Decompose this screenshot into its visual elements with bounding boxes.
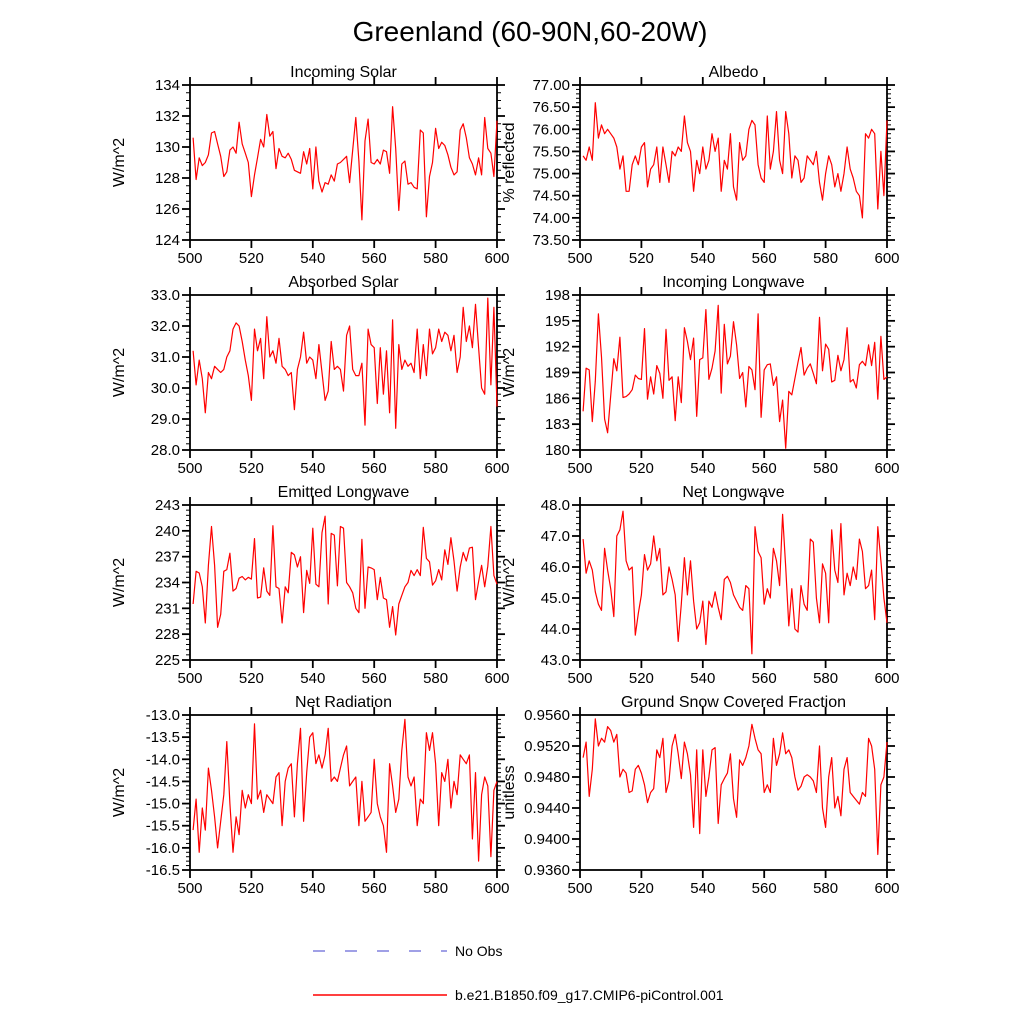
svg-text:74.00: 74.00 xyxy=(532,209,570,227)
ground-snow-covered-fraction-chart xyxy=(490,690,910,905)
svg-text:189: 189 xyxy=(544,364,570,382)
svg-text:Incoming Solar: Incoming Solar xyxy=(290,64,397,81)
svg-text:30.0: 30.0 xyxy=(150,380,180,397)
svg-text:-15.5: -15.5 xyxy=(145,817,180,835)
svg-text:195: 195 xyxy=(544,312,570,330)
svg-text:W/m^2: W/m^2 xyxy=(111,557,128,608)
svg-text:28.0: 28.0 xyxy=(150,442,180,459)
svg-text:W/m^2: W/m^2 xyxy=(111,767,128,818)
svg-text:0.9480: 0.9480 xyxy=(524,769,570,786)
svg-text:74.50: 74.50 xyxy=(532,187,570,205)
svg-text:33.0: 33.0 xyxy=(150,287,180,304)
svg-text:0.9400: 0.9400 xyxy=(524,831,570,848)
svg-text:560: 560 xyxy=(361,250,387,267)
svg-text:192: 192 xyxy=(544,338,570,356)
svg-text:540: 540 xyxy=(690,460,716,477)
incoming-longwave-chart xyxy=(490,270,910,485)
svg-text:560: 560 xyxy=(751,250,777,267)
svg-text:560: 560 xyxy=(751,670,777,687)
svg-text:0.9560: 0.9560 xyxy=(524,707,570,724)
panel-net-longwave xyxy=(490,480,910,695)
absorbed-solar-chart xyxy=(100,270,520,485)
svg-text:520: 520 xyxy=(628,670,654,687)
svg-text:73.50: 73.50 xyxy=(532,232,570,249)
svg-text:Albedo: Albedo xyxy=(708,64,759,81)
svg-text:Net Radiation: Net Radiation xyxy=(295,694,392,711)
svg-text:-14.5: -14.5 xyxy=(145,773,180,791)
svg-text:231: 231 xyxy=(154,600,180,618)
svg-text:540: 540 xyxy=(300,250,326,267)
svg-text:240: 240 xyxy=(154,522,180,540)
svg-text:% reflected: % reflected xyxy=(501,122,518,203)
panel-albedo xyxy=(490,60,910,275)
svg-text:-13.0: -13.0 xyxy=(145,707,180,724)
svg-text:580: 580 xyxy=(813,880,839,897)
svg-text:560: 560 xyxy=(361,460,387,477)
svg-text:unitless: unitless xyxy=(501,765,518,820)
svg-text:-15.0: -15.0 xyxy=(145,795,180,813)
svg-text:520: 520 xyxy=(628,880,654,897)
svg-text:600: 600 xyxy=(484,460,510,477)
svg-text:48.0: 48.0 xyxy=(540,497,570,514)
svg-text:500: 500 xyxy=(567,250,593,267)
svg-text:32.0: 32.0 xyxy=(150,318,180,335)
svg-text:540: 540 xyxy=(300,460,326,477)
legend-label-model-run: b.e21.B1850.f09_g17.CMIP6-piControl.001 xyxy=(455,987,724,1003)
svg-text:-14.0: -14.0 xyxy=(145,751,180,769)
svg-text:76.50: 76.50 xyxy=(532,99,570,117)
svg-text:234: 234 xyxy=(154,574,180,592)
svg-text:75.00: 75.00 xyxy=(532,165,570,183)
svg-text:600: 600 xyxy=(484,250,510,267)
svg-text:500: 500 xyxy=(177,250,203,267)
svg-text:500: 500 xyxy=(177,880,203,897)
page-title: Greenland (60-90N,60-20W) xyxy=(352,16,708,47)
svg-text:46.0: 46.0 xyxy=(540,559,570,576)
svg-text:-13.5: -13.5 xyxy=(145,729,180,747)
svg-text:600: 600 xyxy=(484,670,510,687)
svg-text:243: 243 xyxy=(154,497,180,514)
svg-text:180: 180 xyxy=(544,442,570,459)
no-obs-line-swatch xyxy=(312,943,448,959)
svg-text:600: 600 xyxy=(874,460,900,477)
svg-text:0.9520: 0.9520 xyxy=(524,738,570,755)
legend-item-model-run xyxy=(312,987,724,1003)
svg-text:580: 580 xyxy=(423,250,449,267)
net-longwave-chart xyxy=(490,480,910,695)
svg-text:540: 540 xyxy=(300,670,326,687)
svg-text:183: 183 xyxy=(544,416,570,434)
svg-text:47.0: 47.0 xyxy=(540,528,570,545)
panel-incoming-solar xyxy=(100,60,520,275)
svg-text:580: 580 xyxy=(813,460,839,477)
svg-text:Ground Snow Covered Fraction: Ground Snow Covered Fraction xyxy=(621,694,846,711)
svg-text:520: 520 xyxy=(238,670,264,687)
svg-text:500: 500 xyxy=(177,460,203,477)
albedo-chart xyxy=(490,60,910,275)
svg-text:600: 600 xyxy=(484,880,510,897)
svg-text:580: 580 xyxy=(423,670,449,687)
svg-text:43.0: 43.0 xyxy=(540,652,570,669)
svg-text:75.50: 75.50 xyxy=(532,143,570,161)
emitted-longwave-chart xyxy=(100,480,520,695)
svg-text:-16.0: -16.0 xyxy=(145,839,180,857)
svg-text:520: 520 xyxy=(628,250,654,267)
legend-label-no-obs: No Obs xyxy=(455,943,503,959)
svg-text:500: 500 xyxy=(177,670,203,687)
svg-text:126: 126 xyxy=(154,201,180,218)
svg-text:45.0: 45.0 xyxy=(540,590,570,607)
svg-text:560: 560 xyxy=(751,880,777,897)
svg-text:500: 500 xyxy=(567,670,593,687)
svg-text:580: 580 xyxy=(813,670,839,687)
svg-text:76.00: 76.00 xyxy=(532,121,570,139)
net-radiation-chart xyxy=(100,690,520,905)
svg-text:31.0: 31.0 xyxy=(150,349,180,366)
svg-text:29.0: 29.0 xyxy=(150,411,180,428)
svg-text:520: 520 xyxy=(628,460,654,477)
svg-text:134: 134 xyxy=(154,77,180,94)
svg-text:580: 580 xyxy=(813,250,839,267)
svg-text:W/m^2: W/m^2 xyxy=(501,347,518,398)
svg-text:225: 225 xyxy=(154,652,180,669)
svg-text:Net Longwave: Net Longwave xyxy=(682,484,785,501)
svg-text:130: 130 xyxy=(154,139,180,156)
panel-net-radiation xyxy=(100,690,520,905)
svg-text:540: 540 xyxy=(300,880,326,897)
svg-text:198: 198 xyxy=(544,287,570,304)
svg-text:580: 580 xyxy=(423,460,449,477)
svg-text:540: 540 xyxy=(690,670,716,687)
svg-text:-16.5: -16.5 xyxy=(145,862,180,879)
svg-text:540: 540 xyxy=(690,250,716,267)
panel-incoming-longwave xyxy=(490,270,910,485)
svg-text:Emitted Longwave: Emitted Longwave xyxy=(277,484,410,501)
svg-text:228: 228 xyxy=(154,626,180,644)
svg-text:124: 124 xyxy=(154,232,180,249)
svg-text:580: 580 xyxy=(423,880,449,897)
svg-text:W/m^2: W/m^2 xyxy=(111,347,128,398)
svg-text:520: 520 xyxy=(238,250,264,267)
svg-text:77.00: 77.00 xyxy=(532,77,570,94)
svg-text:540: 540 xyxy=(690,880,716,897)
svg-text:Incoming Longwave: Incoming Longwave xyxy=(662,274,805,291)
svg-text:600: 600 xyxy=(874,250,900,267)
svg-text:44.0: 44.0 xyxy=(540,621,570,638)
svg-text:500: 500 xyxy=(567,880,593,897)
svg-text:0.9360: 0.9360 xyxy=(524,862,570,879)
panel-ground-snow-covered-fraction xyxy=(490,690,910,905)
svg-text:560: 560 xyxy=(361,880,387,897)
panel-absorbed-solar xyxy=(100,270,520,485)
model-run-line-swatch xyxy=(312,987,448,1003)
svg-text:560: 560 xyxy=(361,670,387,687)
panel-emitted-longwave xyxy=(100,480,520,695)
svg-text:0.9440: 0.9440 xyxy=(524,800,570,817)
incoming-solar-chart xyxy=(100,60,520,275)
svg-text:W/m^2: W/m^2 xyxy=(111,137,128,188)
svg-text:520: 520 xyxy=(238,460,264,477)
svg-text:560: 560 xyxy=(751,460,777,477)
legend-item-no-obs xyxy=(312,943,502,959)
svg-text:128: 128 xyxy=(154,170,180,187)
svg-text:520: 520 xyxy=(238,880,264,897)
svg-text:500: 500 xyxy=(567,460,593,477)
svg-text:W/m^2: W/m^2 xyxy=(501,557,518,608)
svg-text:Absorbed Solar: Absorbed Solar xyxy=(288,274,399,291)
svg-text:600: 600 xyxy=(874,670,900,687)
svg-text:600: 600 xyxy=(874,880,900,897)
svg-text:132: 132 xyxy=(154,108,180,125)
svg-text:237: 237 xyxy=(154,548,180,566)
svg-text:186: 186 xyxy=(544,390,570,408)
